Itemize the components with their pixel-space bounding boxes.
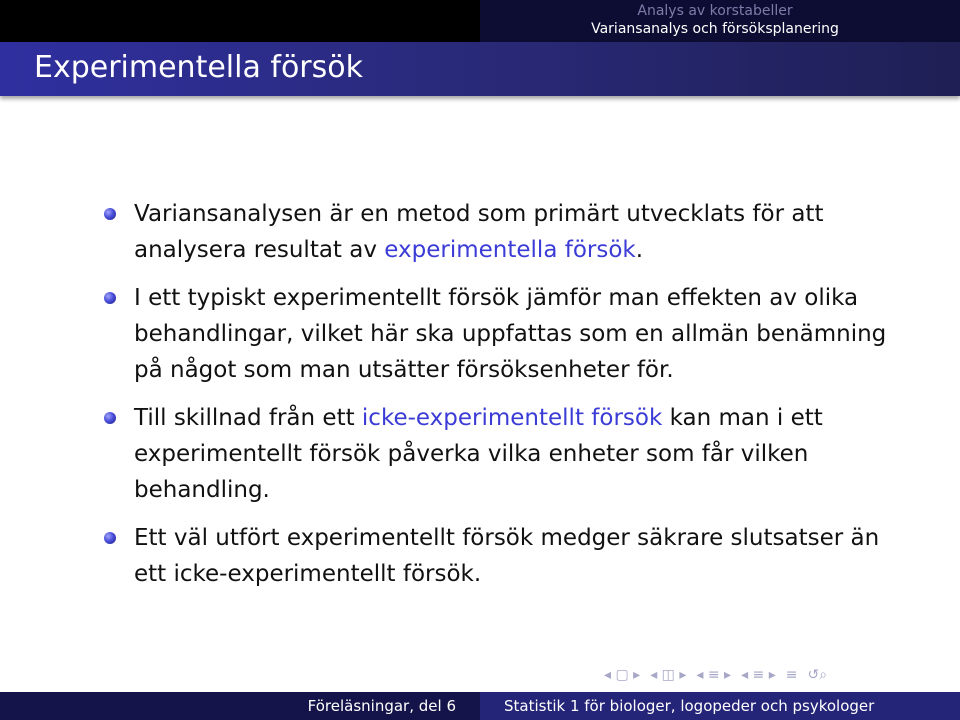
nav-frame-icon[interactable]: ◂ ▢ ▸ — [604, 667, 641, 683]
section-link-analys-av-korstabeller[interactable]: Analys av korstabeller — [637, 3, 793, 19]
beamer-navigation-symbols — [604, 664, 956, 686]
section-navigation — [480, 0, 960, 42]
bullet-text: kan man i ett experimentellt försök påverka vilka enheter som får vilken behandling. — [134, 405, 823, 503]
footer-lecture-label: Föreläsningar, del 6 — [307, 697, 456, 715]
bullet-item — [104, 280, 904, 388]
highlighted-term: icke-experimentellt försök — [361, 405, 663, 431]
bullet-list — [104, 196, 904, 604]
nav-subsection-icon[interactable]: ◂ ◫ ▸ — [650, 667, 687, 683]
bullet-text: . — [635, 237, 644, 263]
nav-search-icon[interactable]: ↺⌕ — [807, 667, 828, 683]
bullet-item — [104, 400, 904, 508]
bullet-icon — [104, 412, 116, 424]
bullet-icon — [104, 292, 116, 304]
highlighted-term: experimentella försök — [384, 237, 636, 263]
footer — [0, 692, 960, 720]
bullet-item — [104, 196, 904, 268]
bullet-item — [104, 520, 904, 592]
frame-title-bar — [0, 42, 960, 96]
nav-section-icon[interactable]: ◂ ≡ ▸ — [741, 667, 776, 683]
bullet-text: Ett väl utfört experimentellt försök medger säkrare slutsatser än ett icke-experimentellt försök. — [134, 525, 880, 587]
bullet-icon — [104, 532, 116, 544]
nav-appendix-icon[interactable]: ≡ — [785, 667, 798, 683]
bullet-icon — [104, 208, 116, 220]
bullet-text: Variansanalysen är en metod som primärt utvecklats för att analysera resultat av — [134, 201, 824, 263]
footer-course-label: Statistik 1 för biologer, logopeder och psykologer — [504, 697, 875, 715]
footer-left — [0, 692, 480, 720]
frame-title: Experimentella försök — [34, 50, 363, 85]
nav-section-icon[interactable]: ◂ ≡ ▸ — [696, 667, 732, 683]
bullet-text: Till skillnad från ett — [134, 405, 362, 431]
footer-right — [480, 692, 960, 720]
top-navigation-bar — [0, 0, 960, 42]
section-link-variansanalys[interactable]: Variansanalys och försöksplanering — [591, 21, 839, 37]
bullet-text: I ett typiskt experimentellt försök jämför man effekten av olika behandlingar, vilket här ska uppfattas som en allmän benämning på något som man utsätter försöksenheter för. — [134, 285, 887, 383]
